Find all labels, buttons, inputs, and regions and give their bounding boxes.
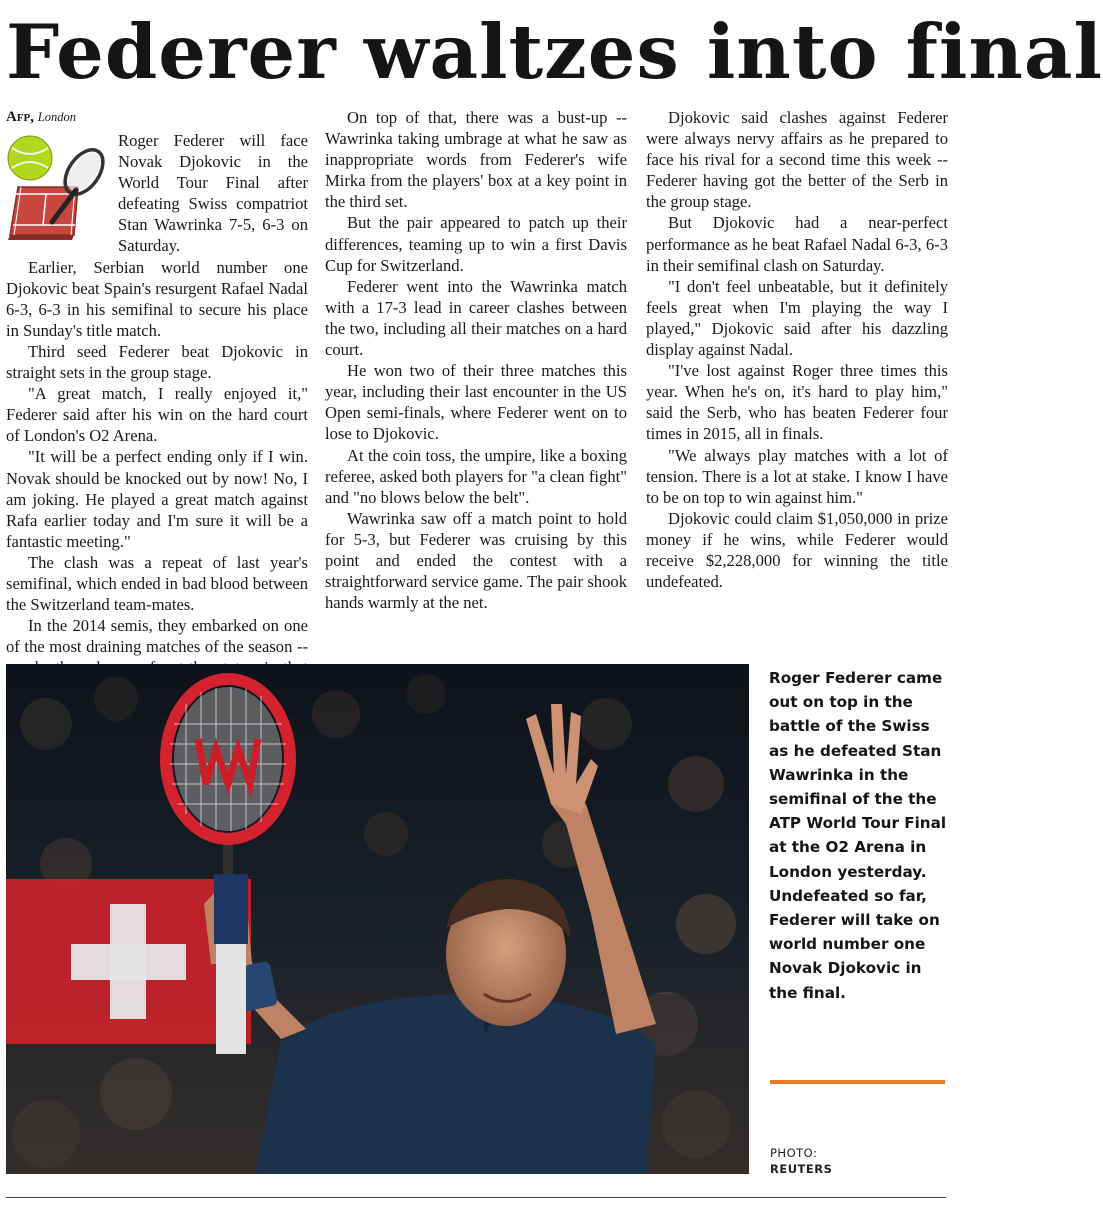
byline	[6, 107, 308, 127]
photo-credit-label: PHOTO:	[770, 1146, 818, 1160]
paragraph: In the 2014 semis, they embarked on one of the most draining matches of the season --	[6, 616, 308, 657]
paragraph: At the coin toss, the umpire, like a boxing referee, asked both players for "a clean fight" and "no blows below the belt".	[325, 445, 627, 507]
article-body	[0, 107, 965, 657]
paragraph: "It will be a perfect ending only if I win. Novak should be knocked out by now! No, I am joking. He played a great match against Rafa earlier today and I'm sure it will be a fantastic meeting."	[6, 447, 308, 551]
accent-rule	[770, 1080, 945, 1084]
paragraph: "I don't feel unbeatable, but it definitely feels great when I'm playing the way I played," Djokovic said after his dazzling display against Nadal.	[646, 276, 948, 360]
news-photo	[6, 664, 749, 1174]
headline: Federer waltzes into final	[6, 8, 1103, 96]
paragraph: But Djokovic had a near-perfect performance as he beat Rafael Nadal 6-3, 6-3 in their semifinal clash on Saturday.	[646, 213, 948, 275]
byline-source: Afp,	[6, 109, 35, 125]
paragraph: The clash was a repeat of last year's semifinal, which ended in bad blood between the Switzerland team-mates.	[6, 552, 308, 615]
column-2	[325, 107, 627, 652]
column-3	[646, 107, 948, 652]
paragraph: Djokovic said clashes against Federer were always nervy affairs as he prepared to face his rival for a second time this week -- Federer having got the better of the Serb in the group stage.	[646, 108, 948, 212]
tennis-icon	[6, 132, 110, 242]
photo-caption: Roger Federer came out on top in the battle of the Swiss as he defeated Stan Wawrinka in the semifinal of the the ATP World Tour Final at the O2 Arena in London yesterday. Undefeated so far, Federer will take on world number one Novak Djokovic in the final.	[769, 669, 947, 1002]
paragraph: He won two of their three matches this year, including their last encounter in the US Open semi-finals, where Federer went on to lose to Djokovic.	[325, 361, 627, 444]
photo-credit-agency: REUTERS	[770, 1162, 833, 1176]
lead-block	[6, 130, 308, 257]
paragraph: "I've lost against Roger three times this year. When he's on, it's hard to play him," said the Serb, who has beaten Federer four times in 2015, all in finals.	[646, 361, 948, 444]
paragraph: Wawrinka saw off a match point to hold for 5-3, but Federer was cruising by this point and ended the contest with a straightforward service game. The pair shook hands warmly at the net.	[325, 508, 627, 613]
paragraph: Federer went into the Wawrinka match with a 17-3 lead in career clashes between the two, including all their matches on a hard court.	[325, 276, 627, 360]
paragraph: Third seed Federer beat Djokovic in straight sets in the group stage.	[6, 341, 308, 383]
paragraph: "We always play matches with a lot of tension. There is a lot at stake. I know I have to be on top to win against him."	[646, 445, 948, 507]
paragraph: Earlier, Serbian world number one Djokovic beat Spain's resurgent Rafael Nadal 6-3, 6-3 in his semifinal to secure his place in Sunday's title match.	[6, 257, 308, 340]
paragraph: Djokovic could claim $1,050,000 in prize money if he wins, while Federer would receive $2,228,000 for winning the title undefeated.	[646, 508, 948, 592]
column-1	[6, 107, 308, 657]
photo-credit	[770, 1145, 890, 1177]
bottom-divider	[6, 1197, 946, 1198]
paragraph: On top of that, there was a bust-up -- Wawrinka taking umbrage at what he saw as inappropriate words from Federer's wife Mirka from the players' box at a key point in the third set.	[325, 108, 627, 212]
paragraph: But the pair appeared to patch up their differences, teaming up to win a first Davis Cup for Switzerland.	[325, 213, 627, 275]
paragraph: Roger Federer will face Novak Djokovic in the World Tour Final after defeating Swiss compatriot Stan Wawrinka 7-5, 6-3 on Saturday.	[118, 131, 308, 256]
paragraph: "A great match, I really enjoyed it," Federer said after his win on the hard court of London's O2 Arena.	[6, 384, 308, 446]
byline-location: London	[37, 110, 76, 124]
